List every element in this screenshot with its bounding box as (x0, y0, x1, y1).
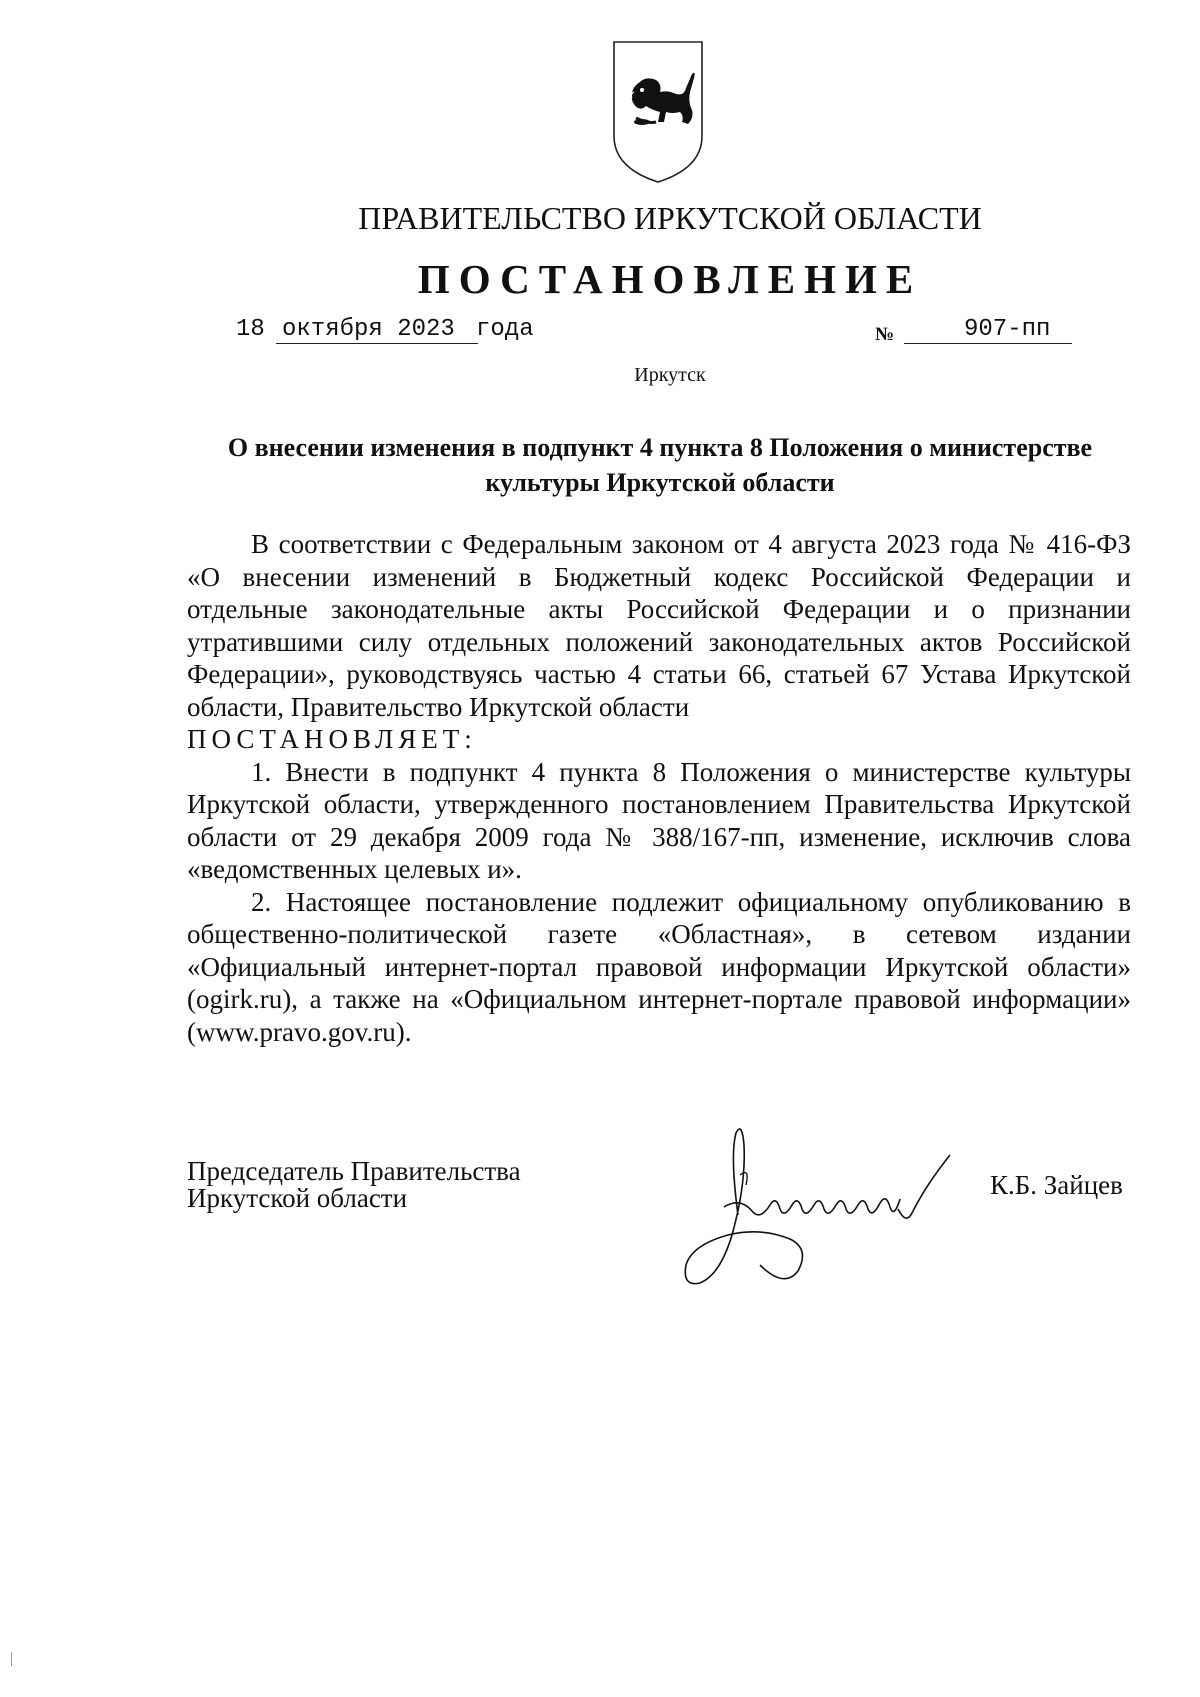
number-sign: № (875, 324, 895, 345)
document-number: 907-пп (904, 316, 1072, 344)
item-2-paragraph: 2. Настоящее постановление подлежит официальному опубликованию в общественно-политической газете «Областная», в сетевом издании «Официальный интернет-портал правовой информации Иркутской области» (ogirk.ru), а также на «Официальном интернет-портале правовой информации» (www.pravo.gov.ru). (187, 886, 1131, 1047)
city: Иркутск (634, 364, 706, 386)
signer-position-line-1: Председатель Правительства (187, 1156, 521, 1186)
government-name: ПРАВИТЕЛЬСТВО ИРКУТСКОЙ ОБЛАСТИ (358, 200, 982, 236)
signer-position-line-2: Иркутской области (187, 1183, 408, 1213)
handwritten-signature-icon (680, 1115, 970, 1295)
resolves-word: ПОСТАНОВЛЯЕТ: (187, 724, 477, 754)
preamble-paragraph: В соответствии с Федеральным законом от 4 августа 2023 года № 416-ФЗ «О внесении изменений в Бюджетный кодекс Российской Федерации и отдельные законодательные акты Российской Федерации и о признании утратившими силу отдельных положений законодательных актов Российской Федерации», руководствуясь частью 4 статьи 66, статьей 67 Устава Иркутской области, Правительство Иркутской области (187, 529, 1131, 722)
document-body (187, 528, 1131, 1048)
scan-margin-mark (11, 1652, 12, 1666)
item-1-paragraph: 1. Внести в подпункт 4 пункта 8 Положения о министерстве культуры Иркутской области, утвержденного постановлением Правительства Иркутской области от 29 декабря 2009 года № 388/167-пп, изменение, исключив слова «ведомственных целевых и». (187, 756, 1131, 884)
date-number-line (236, 316, 1072, 356)
signer-position (187, 1158, 521, 1212)
document-title: О внесении изменения в подпункт 4 пункта 8 Положения о министерстве культуры Иркутской области (227, 433, 1093, 497)
date-suffix: года (476, 316, 534, 343)
signer-name: К.Б. Зайцев (990, 1170, 1123, 1200)
date-month-year: октября 2023 (276, 316, 478, 344)
date-day: 18 (236, 316, 265, 343)
coat-of-arms-icon (612, 40, 704, 184)
document-kind: ПОСТАНОВЛЕНИЕ (417, 256, 923, 302)
